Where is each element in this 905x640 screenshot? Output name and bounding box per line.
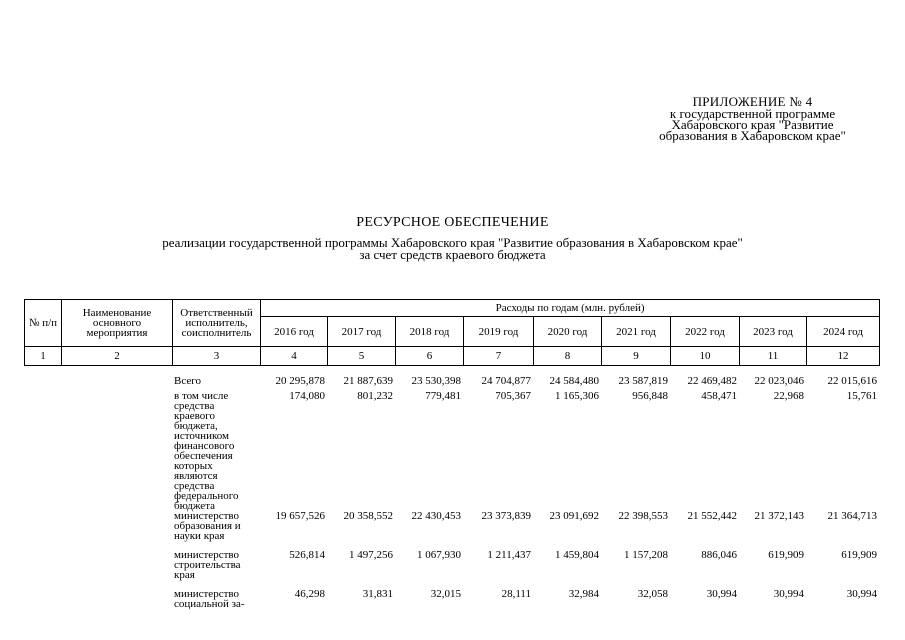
value-cell: 31,831	[362, 588, 393, 600]
value-cell: 19 657,526	[275, 510, 325, 522]
subtitle-line-2: за счет средств краевого бюджета	[359, 247, 546, 262]
value-cell: 21 372,143	[754, 510, 804, 522]
header-year: 2016 год	[261, 317, 328, 347]
value-cell: 22 398,553	[618, 510, 668, 522]
header-year: 2017 год	[328, 317, 396, 347]
document-title: РЕСУРСНОЕ ОБЕСПЕЧЕНИЕ	[356, 215, 549, 230]
appendix-line: Хабаровского края "Развитие	[671, 117, 834, 132]
header-year: 2022 год	[671, 317, 740, 347]
column-number: 11	[740, 347, 807, 366]
resource-table-body	[24, 376, 879, 619]
header-num: № п/п	[25, 300, 62, 347]
value-cell: 46,298	[294, 588, 325, 600]
header-year: 2019 год	[464, 317, 534, 347]
value-cell: 1 157,208	[624, 549, 668, 561]
column-number: 2	[62, 347, 173, 366]
value-cell: 30,994	[846, 588, 877, 600]
header-expenses: Расходы по годам (млн. рублей)	[261, 300, 880, 317]
column-number: 8	[534, 347, 602, 366]
header-year: 2023 год	[740, 317, 807, 347]
table-row	[24, 550, 879, 589]
value-cell: 28,111	[501, 588, 531, 600]
header-year: 2018 год	[396, 317, 464, 347]
value-cell: 32,015	[430, 588, 461, 600]
column-number: 3	[173, 347, 261, 366]
table-row	[24, 376, 879, 391]
table-row	[24, 391, 879, 511]
value-cell: 458,471	[701, 390, 737, 402]
column-number: 6	[396, 347, 464, 366]
header-year: 2024 год	[807, 317, 880, 347]
header-year: 2020 год	[534, 317, 602, 347]
value-cell: 30,994	[773, 588, 804, 600]
value-cell: 30,994	[706, 588, 737, 600]
value-cell: 23 091,692	[549, 510, 599, 522]
value-cell: 1 067,930	[417, 549, 461, 561]
value-cell: 174,080	[289, 390, 325, 402]
value-cell: 801,232	[357, 390, 393, 402]
row-label: министерство социальной за-	[174, 588, 245, 610]
value-cell: 886,046	[701, 549, 737, 561]
column-number: 5	[328, 347, 396, 366]
value-cell: 705,367	[495, 390, 531, 402]
value-cell: 526,814	[289, 549, 325, 561]
value-cell: 1 165,306	[555, 390, 599, 402]
resource-table-header	[24, 299, 880, 366]
row-label: в том числе средства краевого бюджета, источником финансового обеспечения которых являются средства федерального бюджета	[174, 390, 239, 512]
value-cell: 619,909	[768, 549, 804, 561]
value-cell: 23 530,398	[411, 375, 461, 387]
table-row	[24, 589, 879, 619]
header-executor: Ответственный исполнитель, соисполнитель	[173, 300, 261, 347]
column-number: 9	[602, 347, 671, 366]
row-label: министерство строительства края	[174, 549, 241, 581]
value-cell: 619,909	[841, 549, 877, 561]
value-cell: 20 358,552	[343, 510, 393, 522]
column-number: 1	[25, 347, 62, 366]
row-label: Всего	[174, 375, 201, 387]
appendix-heading: ПРИЛОЖЕНИЕ № 4	[692, 94, 813, 109]
value-cell: 21 552,442	[687, 510, 737, 522]
value-cell: 1 211,437	[487, 549, 531, 561]
document-subtitle	[0, 237, 905, 261]
value-cell: 22 469,482	[687, 375, 737, 387]
appendix-block	[600, 96, 905, 141]
value-cell: 956,848	[632, 390, 668, 402]
subtitle-line-1: реализации государственной программы Хабаровского края "Развитие образования в Хабаровском крае"	[162, 235, 743, 250]
value-cell: 15,761	[846, 390, 877, 402]
appendix-line: образования в Хабаровском крае"	[659, 128, 846, 143]
value-cell: 24 704,877	[481, 375, 531, 387]
header-year: 2021 год	[602, 317, 671, 347]
value-cell: 1 497,256	[349, 549, 393, 561]
appendix-line: к государственной программе	[669, 106, 836, 121]
value-cell: 23 373,839	[481, 510, 531, 522]
header-name: Наименование основного мероприятия	[62, 300, 173, 347]
value-cell: 779,481	[425, 390, 461, 402]
value-cell: 24 584,480	[549, 375, 599, 387]
value-cell: 22 015,616	[827, 375, 877, 387]
row-label: министерство образования и науки края	[174, 510, 241, 542]
table-row	[24, 511, 879, 550]
value-cell: 20 295,878	[275, 375, 325, 387]
value-cell: 23 587,819	[618, 375, 668, 387]
column-number: 12	[807, 347, 880, 366]
value-cell: 21 887,639	[343, 375, 393, 387]
value-cell: 1 459,804	[555, 549, 599, 561]
column-number: 10	[671, 347, 740, 366]
value-cell: 32,984	[568, 588, 599, 600]
column-number: 7	[464, 347, 534, 366]
value-cell: 21 364,713	[827, 510, 877, 522]
value-cell: 22,968	[773, 390, 804, 402]
value-cell: 22 023,046	[754, 375, 804, 387]
value-cell: 32,058	[637, 588, 668, 600]
value-cell: 22 430,453	[411, 510, 461, 522]
column-number: 4	[261, 347, 328, 366]
